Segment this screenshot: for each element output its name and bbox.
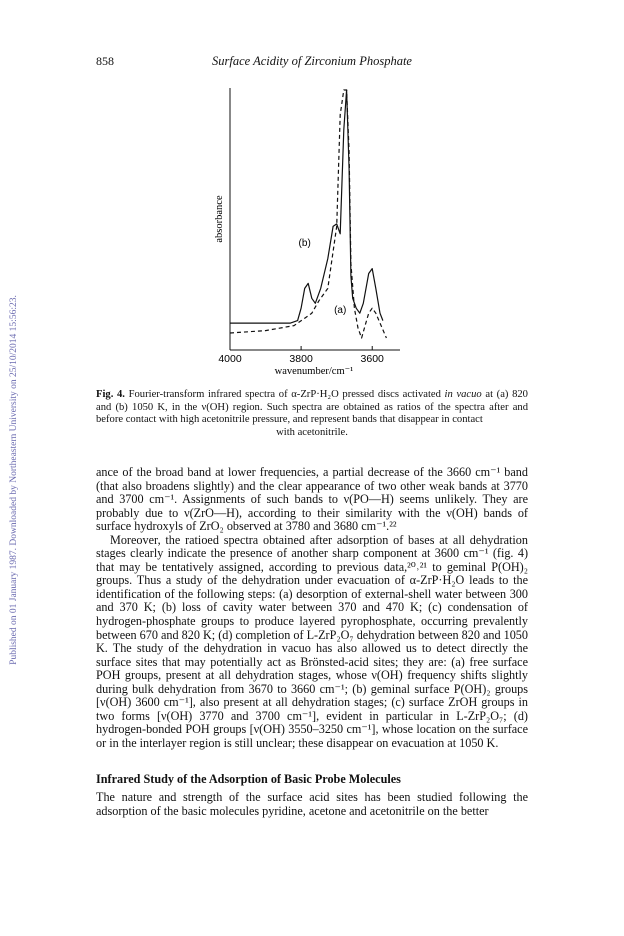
- series-line-1: [230, 90, 383, 323]
- paragraph-3: The nature and strength of the surface acid sites has been studied following the adsorption of the basic molecules pyridine, acetone and acetonitrile on the better: [96, 790, 528, 818]
- y-axis-label: absorbance: [214, 195, 225, 243]
- figure-caption: [96, 389, 528, 439]
- caption-text-2: at (a) 820 and (b) 1050 K, in the ν(OH) region. Such spectra are obtained as ratios of the spectra after and before contact with high acetonitrile pressure, and represent bands that disappear in contact: [96, 389, 528, 426]
- x-axis-label: wavenumber/cm⁻¹: [274, 366, 354, 377]
- x-tick-label: 4000: [218, 353, 242, 365]
- body-text: [96, 466, 528, 750]
- figure: [196, 80, 428, 380]
- side-watermark-text: Published on 01 January 1987. Downloaded by Northeastern University on 25/10/2014 15:56:23.: [9, 295, 19, 665]
- caption-text-1: Fourier-transform infrared spectra of α-ZrP·H₂O pressed discs activated: [124, 389, 445, 400]
- x-tick-label: 3800: [289, 353, 313, 365]
- paragraph-1: ance of the broad band at lower frequencies, a partial decrease of the 3660 cm⁻¹ band (that also broadens slightly) and the clear appearance of two other weak bands at 3770 and 3700 cm⁻¹. Assignments of such bands to ν(PO—H) seems unlikely. They are probably due to ν(ZrO—H), according to their similarity with the ν(OH) bands of surface hydroxyls of ZrO₂ observed at 3780 and 3680 cm⁻¹.²²: [96, 465, 528, 534]
- caption-text-3: with acetonitrile.: [276, 426, 348, 438]
- paragraph-2: Moreover, the ratioed spectra obtained after adsorption of bases at all dehydration stages clearly indicate the presence of another sharp component at 3600 cm⁻¹ (fig. 4) that may be tentatively assigned, according to previous data,²⁰˒²¹ to geminal P(OH)₂ groups. Thus a study of the dehydration under evacuation of α-ZrP·H₂O leads to the identification of the following steps: (a) desorption of external-shell water between 300 and 370 K; (b) loss of cavity water between 370 and 470 K; (c) condensation of hydrogen-phosphate groups to produce layered pyrophosphate, occurring prevalently between 670 and 820 K; (d) completion of L-ZrP₂O₇ dehydration between 820 and 1050 K. The study of the dehydration in vacuo has also allowed us to detect directly the surface sites that may potentially act as Brönsted-acid sites; they are: (a) free surface POH groups, present at all dehydration stages, whose ν(OH) frequency shifts slightly during bulk dehydration from 3670 to 3660 cm⁻¹; (b) geminal surface P(OH)₂ groups [ν(OH) 3600 cm⁻¹], also present at all dehydration stages; (c) surface ZrOH groups in two forms [ν(OH) 3770 and 3700 cm⁻¹], evident in particular in L-ZrP₂O₇; (d) hydrogen-bonded POH groups [ν(OH) 3550–3250 cm⁻¹], whose location on the surface or in the interlayer region is still unclear; these disappear on evacuation at 1050 K.: [96, 532, 528, 750]
- figure-label: Fig. 4.: [96, 389, 125, 400]
- series-line-0: [230, 90, 386, 338]
- section-heading: Infrared Study of the Adsorption of Basic Probe Molecules: [96, 772, 401, 786]
- page-number: 858: [96, 54, 114, 68]
- body-text-2: [96, 791, 528, 818]
- running-title: Surface Acidity of Zirconium Phosphate: [212, 54, 412, 68]
- caption-text-italic: in vacuo: [444, 389, 482, 400]
- series-label-a: (a): [334, 305, 347, 317]
- x-tick-label: 3600: [360, 353, 384, 365]
- spectrum-chart: [196, 80, 428, 380]
- series-label-b: (b): [298, 238, 311, 250]
